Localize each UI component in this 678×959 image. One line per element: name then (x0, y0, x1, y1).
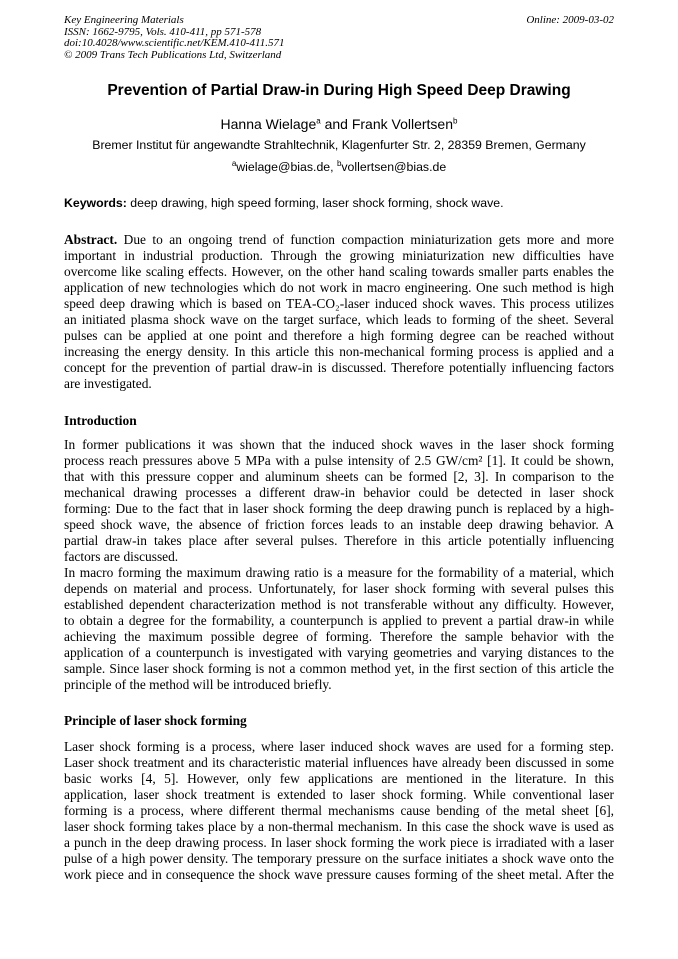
text-line (64, 248, 614, 264)
email-2: vollertsen@bias.de (341, 160, 447, 175)
text-line (64, 597, 614, 613)
text-line (64, 549, 614, 565)
line-text: are investigated. (64, 376, 152, 391)
line-text: increasing the energy density. In this article this non-mechanical forming process is applied and a (64, 344, 614, 359)
text-line (64, 851, 614, 867)
authors (0, 116, 678, 132)
text-line (64, 661, 614, 677)
line-text: established dependent characterization method is not transferable without any difficulty. However, (64, 597, 614, 612)
text-line (64, 565, 614, 581)
abstract-label: Abstract. (64, 232, 118, 247)
line-text: concept for the prevention of partial draw-in is discussed. Therefore potentially influencing factors (64, 360, 614, 375)
text-line (64, 232, 614, 248)
text-line (64, 771, 614, 787)
text-line (64, 629, 614, 645)
line-text: pulses can be applied at one point and therefore a high forming degree can be reached without (64, 328, 614, 343)
text-line (64, 755, 614, 771)
section-heading: Introduction (64, 413, 137, 428)
affil-mark: a (231, 159, 237, 168)
text-line (64, 819, 614, 835)
text-line (64, 613, 614, 629)
doi: doi:10.4028/www.scientific.net/KEM.410-411.571 (64, 37, 285, 49)
author-2: Frank Vollertsen (351, 116, 454, 132)
line-text: speed deep drawing which is based on TEA-CO₂-laser induced shock waves. This process utilizes (64, 296, 614, 311)
text-line (64, 360, 614, 376)
line-text: factors are discussed. (64, 549, 179, 564)
paper-title: Prevention of Partial Draw-in During High Speed Deep Drawing (107, 82, 571, 99)
email-1: wielage@bias.de, (236, 160, 337, 175)
text-line (64, 376, 614, 392)
line-text: mechanical drawing processes a different draw-in behavior could be detected in laser shock (64, 485, 614, 500)
journal-info (64, 15, 285, 61)
online-date: Online: 2009-03-02 (526, 14, 614, 26)
copyright: © 2009 Trans Tech Publications Ltd, Switzerland (64, 48, 282, 61)
journal-name: Key Engineering Materials (64, 14, 184, 26)
text-line (64, 344, 614, 360)
text-line (64, 264, 614, 280)
text-line (64, 437, 614, 453)
line-text: speed shock wave, the absence of friction forces leads to an instable deep drawing behavior. A (64, 517, 614, 532)
text-line (64, 453, 614, 469)
line-text: pulse of a high power density. The temporary pressure on the surface initiates a shock wave onto the (64, 851, 614, 866)
line-text: sample. Since laser shock forming is not a common method yet, in the first section of this article the (64, 661, 614, 676)
affil-mark: a (316, 116, 321, 126)
text-line (64, 280, 614, 296)
author-sep: and (320, 116, 352, 132)
line-text: Due to an ongoing trend of function compaction miniaturization gets more and more (117, 232, 614, 247)
affiliation: Bremer Institut für angewandte Strahltechnik, Klagenfurter Str. 2, 28359 Bremen, Germany (92, 138, 586, 152)
text-line (64, 328, 614, 344)
line-text: laser shock forming takes place by a non-thermal mechanism. In this case the shock wave is used as (64, 819, 614, 834)
line-text: important in industrial production. Through the growing miniaturization new difficulties have (64, 248, 614, 263)
principle-body (64, 739, 614, 883)
section-heading: Principle of laser shock forming (64, 713, 247, 728)
author-1: Hanna Wielage (220, 116, 317, 132)
line-text: that with this pressure copper and aluminum sheets can be formed [2, 3]. In comparison to the (64, 469, 614, 484)
abstract (64, 232, 614, 392)
line-text: application of new technologies which do not work in macro engineering. One such method is high (64, 280, 614, 295)
text-line (64, 581, 614, 597)
line-text: Laser shock forming is a process, where laser induced shock waves are used for a forming step. (64, 739, 614, 754)
issn: ISSN: 1662-9795, Vols. 410-411, pp 571-578 (64, 25, 262, 38)
line-text: to obtain a degree for the formability, a counterpunch is applied to prevent a partial draw-in while (64, 613, 614, 628)
line-text: application, laser shock treatment is extended to laser shock forming. While conventional laser (64, 787, 614, 802)
line-text: Laser shock treatment and its characteristic material influences have already been discussed in some (64, 755, 614, 770)
text-line (64, 835, 614, 851)
text-line (64, 501, 614, 517)
line-text: forming is a process, where different thermal mechanisms cause bending of the metal sheet [6], (64, 803, 614, 818)
keywords (64, 196, 504, 210)
line-text: forming: Due to the fact that in laser shock forming the deep drawing punch is replaced by a high- (64, 501, 614, 516)
text-line (64, 787, 614, 803)
text-line (64, 803, 614, 819)
line-text: process reach pressures above 5 MPa with a pulse intensity of 2.5 GW/cm² [1]. It could be shown, (64, 453, 614, 468)
keywords-label: Keywords: (64, 196, 127, 210)
text-line (64, 677, 614, 693)
text-line (64, 312, 614, 328)
keywords-text: deep drawing, high speed forming, laser shock forming, shock wave. (126, 196, 504, 210)
text-line (64, 296, 614, 312)
affil-mark: b (336, 159, 342, 168)
text-line (64, 867, 614, 883)
line-text: In macro forming the maximum drawing ratio is a measure for the formability of a material, which (64, 565, 614, 580)
affil-mark: b (453, 116, 458, 126)
text-line (64, 485, 614, 501)
line-text: In former publications it was shown that the induced shock waves in the laser shock forming (64, 437, 614, 452)
line-text: basic works [4, 5]. However, only few applications are mentioned in the literature. In this (64, 771, 614, 786)
text-line (64, 469, 614, 485)
emails (0, 159, 678, 174)
line-text: application of a counterpunch is investigated with varying geometries and varying distances to the (64, 645, 614, 660)
line-text: depends on material and process. Unfortunately, for laser shock forming with several pulses this (64, 581, 614, 596)
line-text: overcome like scaling effects. However, on the other hand scaling towards smaller parts enables the (64, 264, 614, 279)
line-text: an initiated plasma shock wave on the target surface, which leads to forming of the sheet. Several (64, 312, 614, 327)
text-line (64, 517, 614, 533)
text-line (64, 739, 614, 755)
text-line (64, 645, 614, 661)
line-text: partial draw-in takes place after several pulses. Therefore in this article potentially influencing (64, 533, 614, 548)
line-text: achieving the maximum possible degree of forming. Therefore the sample behavior with the (64, 629, 614, 644)
line-text: work piece and in consequence the shock wave pressure causes forming of the sheet metal. After the (64, 867, 614, 882)
line-text: a punch in the deep drawing process. In laser shock forming the work piece is irradiated with a laser (64, 835, 614, 850)
introduction-body (64, 437, 614, 693)
text-line (64, 533, 614, 549)
line-text: principle of the method will be introduced briefly. (64, 677, 332, 692)
